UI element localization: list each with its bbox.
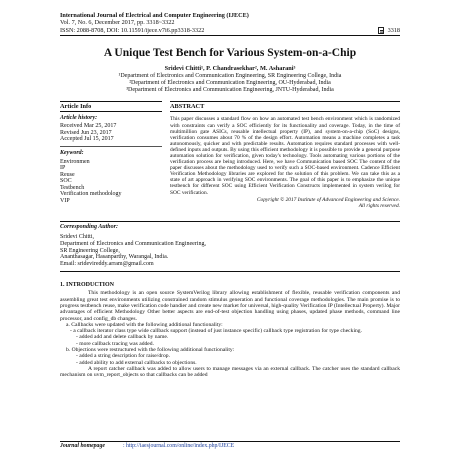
journal-footer	[60, 441, 400, 449]
keyword-item: IP	[60, 165, 66, 172]
abstract-column	[170, 101, 400, 209]
list-item: - more callback tracing was added.	[76, 340, 154, 347]
list-item: - added a string description for raise/drop.	[76, 353, 170, 360]
list-item: - added ability to add external callbacks to objections.	[76, 359, 197, 366]
keyword-item: Environmen	[60, 158, 90, 165]
keyword-item: SOC	[60, 178, 72, 185]
corresponding-author-block	[60, 221, 400, 272]
abstract-heading: ABSTRACT	[170, 101, 400, 112]
paper-title: A Unique Test Bench for Various System-on-a-Chip	[103, 47, 357, 60]
author-college: SR Engineering College,	[60, 247, 120, 254]
author-email: Email: sridevireddy.arram@gmail.com	[60, 261, 154, 268]
author-dept: Department of Electronics and Communication Engineering,	[60, 240, 206, 247]
divider	[60, 146, 162, 147]
corresponding-heading: Corresponding Author:	[60, 224, 118, 231]
keyword-item: VIP	[60, 197, 70, 204]
affiliation-1: ¹Department of Electronics and Communication Engineering, SR Engineering College, India	[118, 73, 342, 80]
page-number: 3318	[387, 26, 400, 34]
info-abstract-columns	[60, 101, 400, 209]
homepage-link[interactable]: : http://iaesjournal.com/online/index.php/IJECE	[122, 443, 235, 449]
keyword-item: Reuse	[60, 171, 75, 178]
article-info-column	[60, 101, 162, 209]
document-icon	[378, 27, 384, 34]
history-heading: Article history:	[60, 115, 98, 122]
list-item: - a callback iterator class type wide callback support (instead of just instance specific) callback type registration for type checking.	[70, 328, 363, 335]
article-info-heading: Article Info	[60, 101, 162, 112]
paragraph: This methodology is an open source SystemVerilog library allowing establishment of flexible, reusable verification components and assembling great test environments utilizing constrained random stimulus generation and functional coverage methodologies. The main promise is to progress testbench reuse, make verification code handier and create new market for universal, high-quality Verification IP (Intellectual Property). Major advantages of efficient Methodology Other better aspects are end-of-test objection handling using phases, updated phase methods, command line processor, and config_db changes.	[60, 290, 401, 322]
author-location: Ananthasagar, Hasanparthy, Warangal, India.	[60, 254, 169, 261]
homepage-label: Journal homepage	[60, 443, 105, 449]
introduction-section	[60, 282, 400, 378]
keyword-list	[60, 159, 162, 205]
keyword-item: Verification methodology	[60, 191, 122, 198]
list-item: a. Callbacks were updated with the following additional functionality:	[66, 321, 223, 328]
section-heading: 1. INTRODUCTION	[60, 282, 115, 289]
paper-page	[60, 12, 400, 378]
journal-header	[60, 12, 400, 34]
abstract-text: This paper discusses a standard flow on how an automated test bench environment which is randomized with constraints can verify a SOC efficiently for its functionality and coverage. Today, in the time of multimillion gate ASICs, reusable intellectual property (IP), and system-on-a-chip (SoC) designs, verification consumes about 70 % of the design effort. Automation means a machine completes a task autonomously, quicker and with predictable results. Automation requires standard processes with well-defined inputs and outputs. By using this efficient methodology it is possible to provide a general purpose automation solution for verification, given today's technology. Tools automating various portions of the verification process are being introduced. Here, we have Communication based SOC The content of the paper discusses about the methodology used to verify such a SOC-based environment. Cadence Efficient Verification Methodology libraries are explored for the solution of this problem. We can take this as a state of art approach in verifying SOC environments. The goal of this paper is to emphasize the unique testbench for different SOC using Efficient Verification Constructs implemented in system verilog for SOC verification.	[170, 116, 400, 196]
header-rule	[60, 35, 400, 36]
accepted-date: Accepted Jul 15, 2017	[60, 136, 114, 143]
affiliation-3: ³Department of Electronics and Communication Engineering, JNTU-Hyderabad, India	[126, 86, 334, 93]
keyword-heading: Keyword:	[60, 149, 84, 156]
paragraph: A report catcher callback was added to allow users to manage messages via an external callback. The catcher uses the standard callback mechanism on uvm_report_objects so that callbacks can be added	[60, 365, 400, 379]
copyright-line: Copyright © 2017 Institute of Advanced Engineering and Science.	[256, 196, 400, 203]
volume-line: Vol. 7, No. 6, December 2017, pp. 3318~3322	[60, 19, 175, 27]
author-names: Sridevi Chitti¹, P. Chandrasekhar², M. Asharani³	[164, 65, 296, 73]
rights-line: All rights reserved.	[358, 202, 400, 209]
received-date: Received Mar 25, 2017	[60, 123, 117, 130]
list-item: b. Objections were restructured with the following additional functionality:	[66, 346, 235, 353]
revised-date: Revised Jun 23, 2017	[60, 129, 112, 136]
author-block	[60, 66, 400, 93]
list-item: - added add and delete callback by name.	[76, 334, 169, 341]
keyword-item: Testbench	[60, 184, 85, 191]
author-name: Sridevi Chitti,	[60, 234, 95, 241]
issn-line: ISSN: 2088-8708, DOI: 10.11591/ijece.v7i6.pp3318-3322	[60, 26, 205, 34]
affiliation-2: ²Department of Electronics and Communication Engineering, OU-Hyderabad, India	[129, 79, 331, 86]
journal-name: International Journal of Electrical and Computer Engineering (IJECE)	[60, 12, 249, 19]
divider	[60, 271, 400, 272]
